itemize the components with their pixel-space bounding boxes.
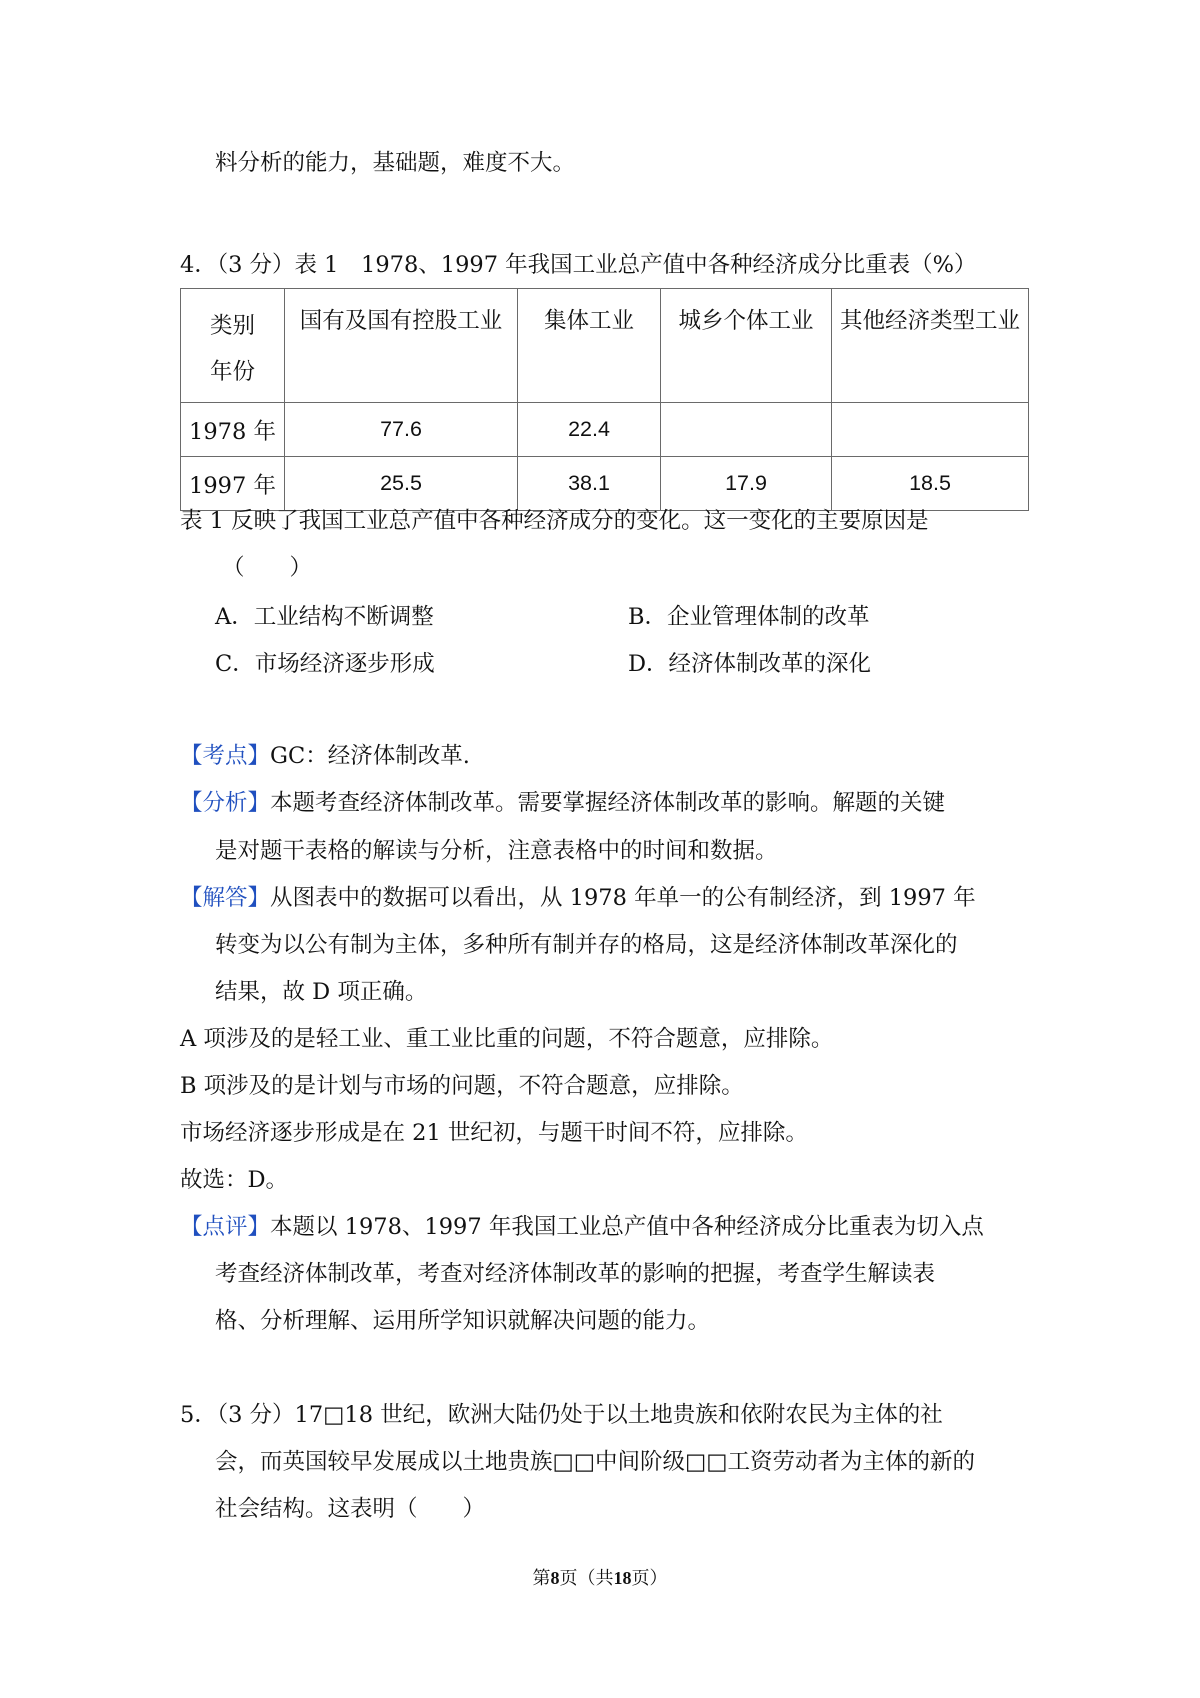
question-5-stem: 5．（3 分）17□18 世纪，欧洲大陆仍处于以土地贵族和依附农民为主体的社 <box>180 1402 943 1428</box>
jieda-tag: 【解答】 <box>180 885 271 911</box>
answer-line: 故选：D。 <box>180 1167 289 1193</box>
jieda-text: 从图表中的数据可以看出，从 1978 年单一的公有制经济，到 1997 年 <box>270 885 976 911</box>
kaodian-tag: 【考点】 <box>180 743 271 769</box>
jieda-section <box>180 883 976 913</box>
question-4-stem: 4．（3 分）表 1 1978、1997 年我国工业总产值中各种经济成分比重表（%） <box>180 252 977 278</box>
option-a: A．工业结构不断调整 <box>215 604 434 630</box>
dianping-text: 考查经济体制改革，考查对经济体制改革的影响的把握，考查学生解读表 <box>215 1261 936 1287</box>
question-4-text: 表 1 反映了我国工业总产值中各种经济成分的变化。这一变化的主要原因是 <box>180 508 929 534</box>
dianping-text: 本题以 1978、1997 年我国工业总产值中各种经济成分比重表为切入点 <box>270 1214 984 1240</box>
jieda-text: 结果，故 D 项正确。 <box>215 979 428 1005</box>
kaodian-section <box>180 741 470 771</box>
table-cell: 22.4 <box>518 403 661 457</box>
footer-mid: 页（共 <box>559 1568 614 1589</box>
table-row <box>181 457 1029 511</box>
question-5-stem: 社会结构。这表明（ ） <box>215 1496 486 1522</box>
answer-blank: （ ） <box>222 555 313 581</box>
footer-prefix: 第 <box>532 1568 551 1589</box>
table-cell <box>661 403 832 457</box>
table-cell <box>832 403 1029 457</box>
exclusion-b: B 项涉及的是计划与市场的问题，不符合题意，应排除。 <box>180 1073 744 1099</box>
table-cell: 38.1 <box>518 457 661 511</box>
option-c: C．市场经济逐步形成 <box>215 651 435 677</box>
column-header: 集体工业 <box>518 289 661 403</box>
jieda-text: 转变为以公有制为主体，多种所有制并存的格局，这是经济体制改革深化的 <box>215 932 958 958</box>
table-cell: 77.6 <box>285 403 518 457</box>
column-header: 国有及国有控股工业 <box>285 289 518 403</box>
fenxi-text: 本题考查经济体制改革。需要掌握经济体制改革的影响。解题的关键 <box>270 790 946 816</box>
dianping-section <box>180 1212 984 1242</box>
page-number: 8 <box>550 1568 560 1588</box>
column-header: 其他经济类型工业 <box>832 289 1029 403</box>
table-cell: 18.5 <box>832 457 1029 511</box>
total-pages: 18 <box>613 1568 632 1588</box>
kaodian-text: GC：经济体制改革. <box>270 743 470 769</box>
table-header-row <box>181 289 1029 403</box>
page-footer <box>0 1566 1200 1591</box>
table-cell: 25.5 <box>285 457 518 511</box>
footer-suffix: 页） <box>631 1568 668 1589</box>
exclusion-c: 市场经济逐步形成是在 21 世纪初，与题干时间不符，应排除。 <box>180 1120 808 1146</box>
row-year: 1978 年 <box>181 403 285 457</box>
fenxi-text: 是对题干表格的解读与分析，注意表格中的时间和数据。 <box>215 838 778 864</box>
fenxi-tag: 【分析】 <box>180 790 271 816</box>
option-b: B．企业管理体制的改革 <box>628 604 870 630</box>
corner-label-year: 年份 <box>209 359 255 385</box>
dianping-tag: 【点评】 <box>180 1214 271 1240</box>
continued-text: 料分析的能力，基础题，难度不大。 <box>215 150 576 176</box>
table-corner-cell <box>181 289 285 403</box>
column-header: 城乡个体工业 <box>661 289 832 403</box>
fenxi-section <box>180 788 945 818</box>
corner-label-category: 类别 <box>209 313 255 339</box>
economic-composition-table <box>180 288 1029 511</box>
row-year: 1997 年 <box>181 457 285 511</box>
table-cell: 17.9 <box>661 457 832 511</box>
exclusion-a: A 项涉及的是轻工业、重工业比重的问题，不符合题意，应排除。 <box>180 1026 834 1052</box>
question-5-stem: 会，而英国较早发展成以土地贵族□□中间阶级□□工资劳动者为主体的新的 <box>215 1449 976 1475</box>
option-d: D．经济体制改革的深化 <box>628 651 872 677</box>
table-row <box>181 403 1029 457</box>
dianping-text: 格、分析理解、运用所学知识就解决问题的能力。 <box>215 1308 711 1334</box>
